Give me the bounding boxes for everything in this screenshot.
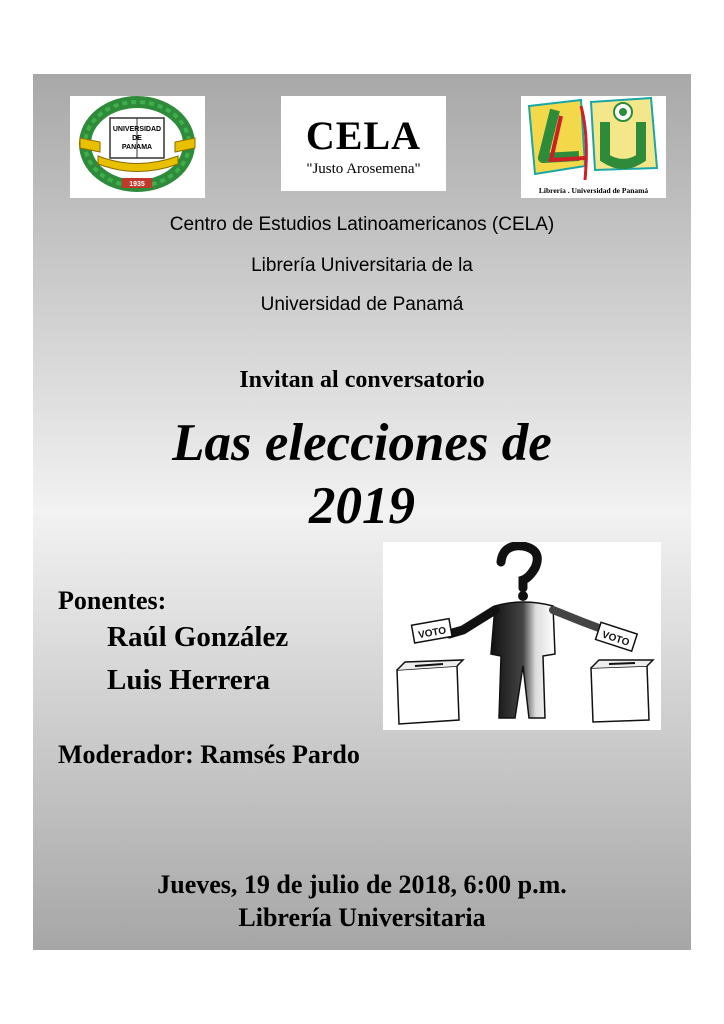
talk-title [33, 412, 691, 538]
header-line-libreria: Librería Universitaria de la [251, 255, 473, 276]
seal-year: 1935 [129, 181, 145, 188]
speaker-name: Raúl González [107, 621, 289, 653]
seal-mid-text: DE [132, 135, 142, 142]
event-venue: Librería Universitaria [238, 903, 486, 932]
header-line-universidad: Universidad de Panamá [260, 294, 464, 315]
seal-bottom-text: PANAMA [121, 144, 153, 151]
voting-cartoon-illustration [383, 542, 661, 730]
poster [33, 74, 691, 950]
cela-logo-subtitle: "Justo Arosemena" [306, 161, 421, 177]
libreria-lu-icon [521, 96, 666, 186]
left-ballot-text: VOTO [417, 625, 448, 642]
seal-top-text: UNIVERSIDAD [112, 126, 162, 133]
speakers-label: Ponentes: [58, 586, 167, 615]
header-line-cela: Centro de Estudios Latinoamericanos (CELA) [169, 214, 555, 235]
laurel-wreath-icon [70, 96, 205, 198]
talk-title-line2: 2019 [309, 477, 415, 535]
voter-question-mark-icon [383, 542, 661, 730]
invite-heading: Invitan al conversatorio [239, 367, 485, 393]
libreria-logo [521, 96, 666, 198]
event-datetime: Jueves, 19 de julio de 2018, 6:00 p.m. [157, 870, 567, 899]
university-seal-logo [70, 96, 205, 198]
cela-logo [281, 96, 446, 191]
libreria-logo-caption: Librería . Universidad de Panamá [538, 186, 649, 195]
cela-logo-title: CELA [305, 113, 422, 158]
talk-title-line1: Las elecciones de [172, 414, 552, 472]
moderator-line: Moderador: Ramsés Pardo [58, 740, 360, 769]
right-ballot-text: VOTO [600, 629, 631, 649]
speaker-name: Luis Herrera [107, 664, 270, 696]
